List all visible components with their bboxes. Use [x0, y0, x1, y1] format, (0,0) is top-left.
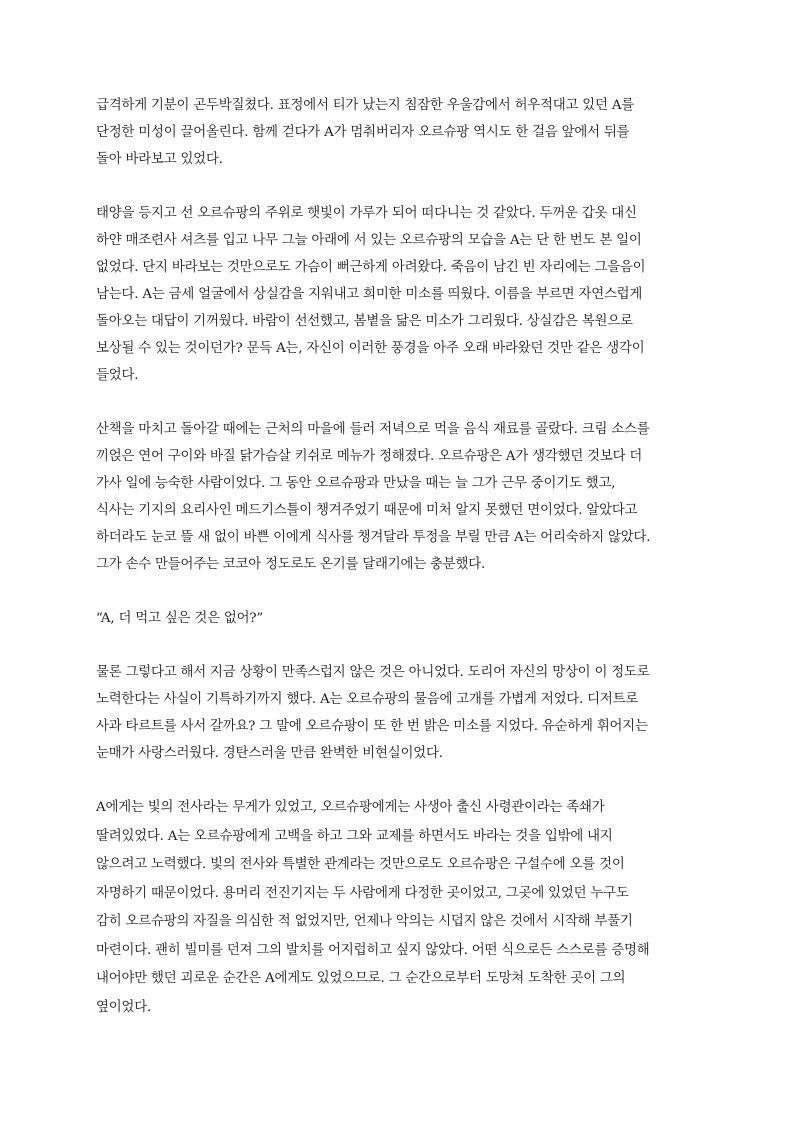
paragraph-5	[96, 794, 708, 1022]
text-line: 감히 오르슈팡의 자질을 의심한 적 없었지만, 언제나 악의는 시덥지 않은 것에서 시작해 부풀기	[96, 914, 633, 929]
text-line: 들었다.	[96, 368, 139, 383]
text-line: 그가 손수 만들어주는 코코아 정도로도 온기를 달래기에는 충분했다.	[96, 557, 486, 572]
text-line: “A, 더 먹고 싶은 것은 없어?”	[96, 611, 263, 626]
text-line: 가사 일에 능숙한 사람이었다. 그 동안 오르슈팡과 만났을 때는 늘 그가 근무 중이기도 했고,	[96, 476, 616, 491]
document-page	[96, 92, 708, 1049]
paragraph-2	[96, 200, 708, 389]
text-line: 급격하게 기분이 곤두박질쳤다. 표정에서 티가 났는지 침잠한 우울감에서 허우적대고 있던 A를	[96, 98, 635, 113]
text-line: 사과 타르트를 사서 갈까요? 그 말에 오르슈팡이 또 한 번 밝은 미소를 지었다. 유순하게 휘어지는	[96, 719, 648, 734]
text-line: 옆이었다.	[96, 999, 151, 1015]
text-line: 않으려고 노력했다. 빛의 전사와 특별한 관계라는 것만으로도 오르슈팡은 구설수에 오를 것이	[96, 857, 625, 872]
text-line: 하더라도 눈코 뜰 새 없이 바쁜 이에게 식사를 챙겨달라 투정을 부릴 만큼 A는 어리숙하지 않았다.	[96, 530, 651, 545]
text-line: A에게는 빛의 전사라는 무게가 있었고, 오르슈팡에게는 사생아 출신 사령관이라는 족쇄가	[96, 800, 605, 815]
text-line: 식사는 기지의 요리사인 메드기스틀이 챙겨주었기 때문에 미처 알지 못했던 면이었다. 알았다고	[96, 503, 638, 518]
dialogue-line	[96, 605, 708, 632]
text-line: 산책을 마치고 돌아갈 때에는 근처의 마을에 들러 저녁으로 먹을 음식 재료를 골랐다. 크림 소스를	[96, 422, 650, 437]
text-line: 돌아오는 대답이 기꺼웠다. 바람이 선선했고, 봄볕을 닮은 미소가 그리웠다. 상실감은 복원으로	[96, 314, 633, 329]
text-line: 돌아 바라보고 있었다.	[96, 152, 223, 167]
text-line: 하얀 매조련사 셔츠를 입고 나무 그늘 아래에 서 있는 오르슈팡의 모습을 A는 단 한 번도 본 일이	[96, 233, 642, 248]
text-line: 보상될 수 있는 것이던가? 문득 A는, 자신이 이러한 풍경을 아주 오래 바라왔던 것만 같은 생각이	[96, 341, 645, 356]
text-line: 마련이다. 괜히 빌미를 던져 그의 발치를 어지럽히고 싶지 않았다. 어떤 식으로든 스스로를 증명해	[96, 942, 650, 958]
text-line: 남는다. A는 금세 얼굴에서 상실감을 지워내고 희미한 미소를 띄웠다. 이름을 부르면 자연스럽게	[96, 287, 643, 302]
text-line: 내어야만 했던 괴로운 순간은 A에게도 있었으므로. 그 순간으로부터 도망쳐 도착한 곳이 그의	[96, 971, 626, 986]
text-line: 태양을 등지고 선 오르슈팡의 주위로 햇빛이 가루가 되어 떠다니는 것 같았다. 두꺼운 갑옷 대신	[96, 206, 637, 221]
text-line: 없었다. 단지 바라보는 것만으로도 가슴이 뻐근하게 아려왔다. 죽음이 남긴 빈 자리에는 그을음이	[96, 260, 646, 275]
text-line: 눈매가 사랑스러웠다. 경탄스러울 만큼 완벽한 비현실이었다.	[96, 746, 443, 761]
text-line: 노력한다는 사실이 기특하기까지 했다. A는 오르슈팡의 물음에 고개를 가볍게 저었다. 디저트로	[96, 692, 639, 707]
paragraph-4	[96, 659, 708, 767]
text-line: 딸려있었다. A는 오르슈팡에게 고백을 하고 그와 교제를 하면서도 바라는 것을 입밖에 내지	[96, 828, 613, 844]
paragraph-3	[96, 416, 708, 578]
paragraph-1	[96, 92, 708, 173]
text-line: 끼얹은 연어 구이와 바질 닭가슴살 키쉬로 메뉴가 정해졌다. 오르슈팡은 A가 생각했던 것보다 더	[96, 449, 643, 464]
text-line: 물론 그렇다고 해서 지금 상황이 만족스럽지 않은 것은 아니었다. 도리어 자신의 망상이 이 정도로	[96, 665, 650, 680]
text-line: 자명하기 때문이었다. 용머리 전진기지는 두 사람에게 다정한 곳이었고, 그곳에 있었던 누구도	[96, 885, 629, 901]
text-line: 단정한 미성이 끌어올린다. 함께 걷다가 A가 멈춰버리자 오르슈팡 역시도 한 걸음 앞에서 뒤를	[96, 125, 630, 140]
